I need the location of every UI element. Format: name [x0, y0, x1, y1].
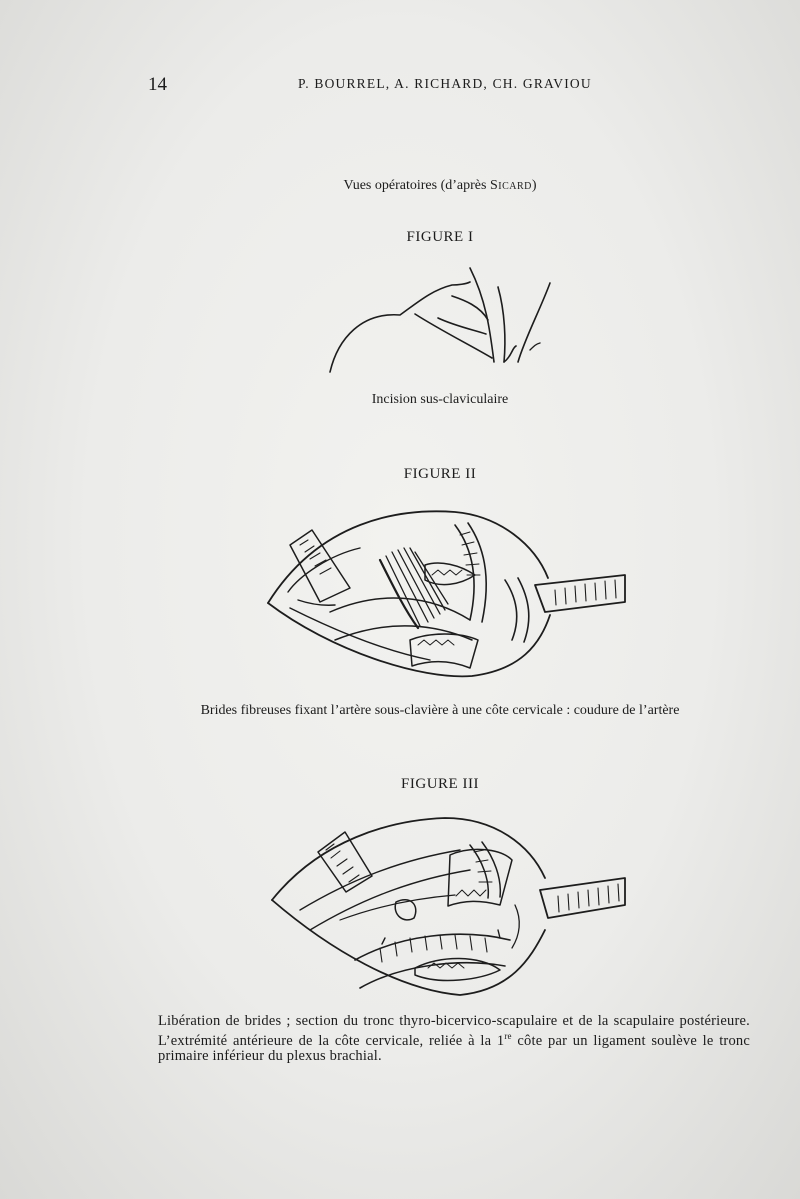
figure-3-label: FIGURE III — [401, 776, 479, 792]
figure-3-caption-part2: côte par un ligament soulève le tronc primaire inférieur du plexus brachial. — [158, 1032, 750, 1064]
section-title-author: Sicard — [489, 178, 532, 193]
figure-1-label: FIGURE I — [406, 229, 474, 245]
figure-2-caption: Brides fibreuses fixant l’artère sous-clavière à une côte cervicale : coudure de l’artère — [200, 703, 680, 718]
figure-3-caption — [158, 1014, 750, 1064]
figure-3-caption-superscript: re — [504, 1031, 512, 1041]
figure-2-label: FIGURE II — [403, 466, 477, 482]
running-head: P. BOURREL, A. RICHARD, CH. GRAVIOU — [298, 76, 592, 91]
figure-1-caption: Incision sus-claviculaire — [371, 392, 509, 407]
page-number: 14 — [148, 74, 167, 95]
section-title-prefix: Vues opératoires (d’après — [343, 178, 490, 193]
figure-3-caption-part1: Libération de brides ; section du tronc thyro-bicervico-scapulaire et de la scapulaire postérieure. L’extrémité antérieure de la côte cervicale, reliée à la 1 — [158, 1013, 750, 1049]
section-title-suffix: ) — [531, 178, 537, 193]
